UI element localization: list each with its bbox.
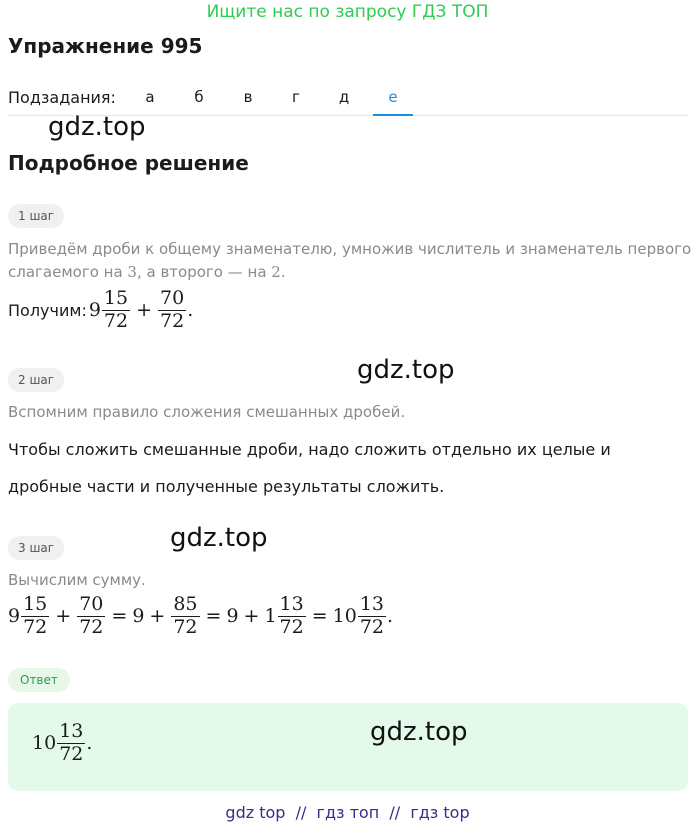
mixed-whole: 9 [8,605,21,628]
numerator: 15 [23,593,48,615]
denominator: 72 [23,615,48,638]
fraction [57,721,85,766]
fraction [278,594,306,639]
subtask-tab-g[interactable]: г [292,88,300,106]
fraction [77,594,105,639]
fraction [158,288,186,333]
top-banner[interactable]: Ищите нас по запросу ГДЗ ТОП [206,2,489,22]
step-badge-1: 1 шаг [8,204,64,228]
step-2-rule [8,431,688,505]
fraction [102,288,130,333]
section-title: Подробное решение [8,151,249,175]
numerator: 70 [160,287,185,309]
subtasks-label: Подзадания: [8,88,116,107]
equals-sign: = [311,605,328,628]
step-1-factor-1: 3 [127,263,137,281]
step-1-text-line-2 [8,261,695,284]
footer-separator: // [389,803,401,822]
step-1-text-mid: , а второго — на [136,263,272,281]
subtask-tab-b[interactable]: б [194,88,204,106]
mixed-whole: 1 [264,605,277,628]
step-2-rule-line-1: Чтобы сложить смешанные дроби, надо сложить отдельно их целые и [8,440,611,459]
numerator: 13 [59,720,84,742]
step-1-result [8,288,193,333]
step-1-factor-2: 2 [271,263,281,281]
numerator: 85 [173,593,198,615]
step-3-text: Вычислим сумму. [8,571,146,589]
period: . [387,605,394,628]
fraction [21,594,49,639]
denominator: 72 [160,309,185,332]
step-2-text: Вспомним правило сложения смешанных дробей. [8,403,406,421]
watermark: gdz.top [48,112,146,142]
subtask-tab-a[interactable]: а [145,88,155,106]
whole-number: 9 [226,605,239,628]
denominator: 72 [103,309,129,332]
step-1-text [8,238,695,284]
denominator: 72 [279,615,304,638]
plus-sign: + [55,605,72,628]
step-3-equation [8,594,393,639]
denominator: 72 [173,615,198,638]
step-2-rule-line-2: дробные части и полученные результаты сложить. [8,477,445,496]
subtask-tab-e[interactable]: е [388,88,398,106]
step-1-text-pre: слагаемого на [8,263,128,281]
watermark: gdz.top [370,717,468,747]
footer-link-gdz-top-ru[interactable]: гдз топ [316,803,380,822]
period: . [187,299,194,322]
step-1-text-end: . [280,263,286,281]
denominator: 72 [59,742,84,765]
footer-links [0,803,695,822]
numerator: 70 [79,593,104,615]
step-badge-3: 3 шаг [8,536,64,560]
numerator: 13 [359,593,385,615]
footer-link-gdz-top-mixed[interactable]: гдз top [410,803,470,822]
subtask-tab-v[interactable]: в [243,88,253,106]
page-title: Упражнение 995 [8,34,203,58]
plus-sign: + [149,605,166,628]
numerator: 15 [103,287,129,309]
mixed-whole: 10 [332,605,357,628]
equals-sign: = [205,605,222,628]
footer-separator: // [295,803,307,822]
fraction [171,594,199,639]
fraction [358,594,386,639]
numerator: 13 [279,593,304,615]
period: . [86,732,93,755]
answer-box [8,703,688,791]
step-1-text-line-1: Приведём дроби к общему знаменателю, умножив числитель и знаменатель первого [8,240,692,258]
plus-sign: + [136,299,153,322]
footer-link-gdz-top[interactable]: gdz top [225,803,286,822]
step-badge-2: 2 шаг [8,368,64,392]
subtask-tab-d[interactable]: д [338,88,350,106]
denominator: 72 [79,615,104,638]
equals-sign: = [111,605,128,628]
plus-sign: + [243,605,260,628]
denominator: 72 [359,615,385,638]
answer-badge: Ответ [8,668,70,692]
active-tab-indicator [373,114,413,116]
step-1-result-label: Получим: [8,300,87,320]
mixed-whole: 9 [88,299,101,322]
mixed-whole: 10 [32,732,57,755]
watermark: gdz.top [170,523,268,553]
whole-number: 9 [132,605,145,628]
answer-value [32,721,92,766]
watermark: gdz.top [357,355,455,385]
